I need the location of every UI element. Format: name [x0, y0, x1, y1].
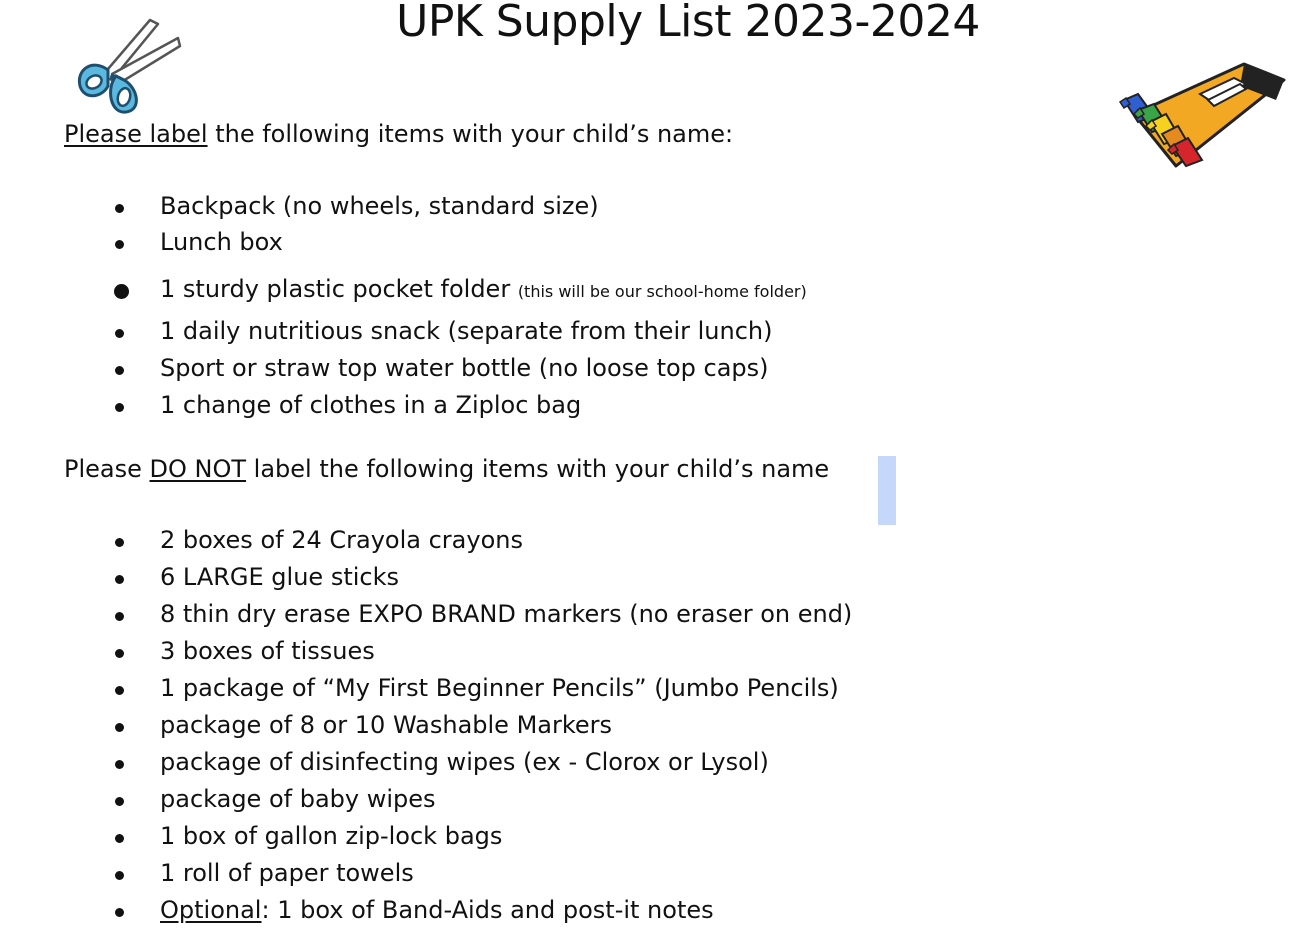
list-item — [0, 785, 852, 814]
crayon-box-icon — [1116, 56, 1286, 172]
do-not-underlined: DO NOT — [149, 455, 247, 483]
section-2-intro-text: label the following items with your child’s name — [246, 455, 830, 483]
list-item-text: package of disinfecting wipes (ex - Clorox or Lysol) — [160, 748, 769, 776]
list-item — [0, 711, 852, 740]
list-item-text: : 1 box of Band-Aids and post-it notes — [261, 896, 714, 924]
bullet-icon — [115, 723, 124, 732]
bullet-icon — [115, 686, 124, 695]
list-item-text: Sport or straw top water bottle (no loose top caps) — [160, 354, 769, 382]
list-item — [0, 192, 807, 221]
optional-label: Optional — [160, 896, 262, 924]
labeled-items-list — [0, 192, 807, 420]
list-item-text: 1 change of clothes in a Ziploc bag — [160, 391, 582, 419]
page-title: UPK Supply List 2023-2024 — [396, 0, 980, 47]
list-item-text: 1 box of gallon zip-lock bags — [160, 822, 503, 850]
list-item-text: 8 thin dry erase EXPO BRAND markers (no eraser on end) — [160, 600, 853, 628]
text-selection-highlight — [878, 456, 896, 525]
bullet-icon — [115, 403, 124, 412]
bullet-icon — [115, 649, 124, 658]
list-item — [0, 526, 852, 555]
list-item — [0, 354, 807, 383]
list-item-text: 2 boxes of 24 Crayola crayons — [160, 526, 523, 554]
list-item-text: 6 LARGE glue sticks — [160, 563, 399, 591]
list-item-text: Lunch box — [160, 228, 283, 256]
list-item-text: 1 roll of paper towels — [160, 859, 414, 887]
list-item-text: 1 daily nutritious snack (separate from their lunch) — [160, 317, 773, 345]
list-item-text: 1 package of “My First Beginner Pencils” (Jumbo Pencils) — [160, 674, 839, 702]
list-item — [0, 896, 852, 925]
bullet-icon — [115, 575, 124, 584]
list-item-text: Backpack (no wheels, standard size) — [160, 192, 599, 220]
list-item — [0, 637, 852, 666]
bullet-icon — [115, 204, 124, 213]
list-item — [0, 674, 852, 703]
section-2-instructions — [64, 455, 829, 483]
bullet-icon — [115, 612, 124, 621]
list-item — [0, 822, 852, 851]
label-underlined: Please label — [64, 120, 208, 148]
list-item — [0, 317, 807, 346]
section-1-instructions — [64, 120, 733, 148]
section-1-intro-text: the following items with your child’s name: — [207, 120, 734, 148]
bullet-icon — [115, 908, 124, 917]
scissors-icon — [72, 14, 184, 118]
bullet-icon — [115, 329, 124, 338]
unlabeled-items-list — [0, 526, 852, 925]
bullet-icon — [115, 834, 124, 843]
bullet-icon — [115, 760, 124, 769]
list-item — [0, 859, 852, 888]
bullet-icon — [115, 538, 124, 547]
list-item — [0, 563, 852, 592]
list-item-text: 1 sturdy plastic pocket folder — [160, 275, 518, 303]
list-item — [0, 391, 807, 420]
bullet-icon — [115, 240, 124, 249]
list-item — [0, 275, 807, 306]
bullet-icon — [115, 797, 124, 806]
list-item-text: 3 boxes of tissues — [160, 637, 375, 665]
list-item — [0, 228, 807, 257]
list-item-note: (this will be our school-home folder) — [517, 282, 807, 301]
list-item — [0, 748, 852, 777]
bullet-icon — [115, 366, 124, 375]
section-2-intro-prefix: Please — [64, 455, 150, 483]
list-item-text: package of 8 or 10 Washable Markers — [160, 711, 613, 739]
bullet-icon — [114, 284, 129, 299]
bullet-icon — [115, 871, 124, 880]
list-item — [0, 600, 852, 629]
list-item-text: package of baby wipes — [160, 785, 436, 813]
